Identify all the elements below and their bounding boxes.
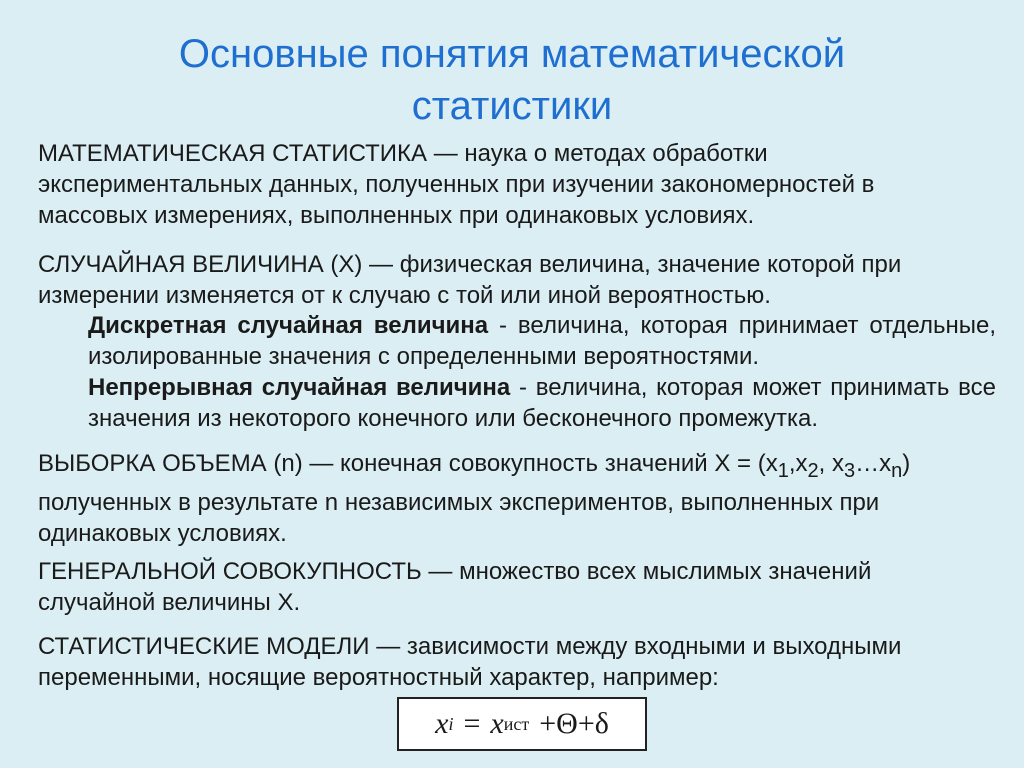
text-line: переменными, носящие вероятностный характер, например:	[38, 664, 719, 691]
formula-rhs-sub: ист	[503, 713, 530, 734]
text-line	[38, 448, 988, 487]
text-line: МАТЕМАТИЧЕСКАЯ СТАТИСТИКА — наука о методах обработки	[38, 140, 768, 167]
sample-part: )	[902, 450, 911, 477]
text-line: СЛУЧАЙНАЯ ВЕЛИЧИНА (Х) — физическая величина, значение которой при	[38, 251, 902, 278]
definition-sample	[38, 448, 988, 549]
text-line: СТАТИСТИЧЕСКИЕ МОДЕЛИ — зависимости между входными и выходными	[38, 633, 902, 660]
formula-equals: =	[463, 707, 481, 740]
definition-general-population	[38, 556, 988, 618]
continuous-description: - величина, которая может принимать все значения из некоторого конечного или бесконечного промежутка.	[88, 374, 996, 432]
text-line: массовых измерениях, выполненных при одинаковых условиях.	[38, 202, 755, 229]
subscript: 3	[843, 459, 856, 482]
text-line: случайной величины Х.	[38, 589, 301, 616]
definition-math-statistics	[38, 138, 988, 231]
title-line-2: статистики	[411, 84, 613, 128]
text-line: измерении изменяется от к случаю с той или иной вероятностью.	[38, 282, 771, 309]
sample-lead: ВЫБОРКА ОБЪЕМА (n) — конечная совокупность значений Х = (х	[38, 450, 778, 477]
formula-lhs-var: x	[435, 707, 449, 740]
text-line: ГЕНЕРАЛЬНОЙ СОВОКУПНОСТЬ — множество всех мыслимых значений	[38, 558, 872, 585]
sample-part: ,х	[788, 450, 808, 477]
formula-delta: δ	[594, 707, 609, 740]
discrete-description: - величина, которая принимает отдельные, изолированные значения с определенными вероятностями.	[88, 312, 997, 370]
formula-lhs-sub: i	[448, 713, 454, 734]
text-line: одинаковых условиях.	[38, 519, 287, 547]
definition-continuous-variable	[88, 372, 996, 434]
term-discrete: Дискретная случайная величина	[88, 312, 489, 339]
formula-plus: +	[577, 707, 595, 740]
text-line: полученных в результате n независимых экспериментов, выполненных при	[38, 488, 880, 516]
definition-random-variable	[38, 249, 988, 311]
term-continuous: Непрерывная случайная величина	[88, 374, 511, 401]
sample-part: , х	[818, 450, 844, 477]
model-formula	[397, 697, 647, 751]
definition-discrete-variable	[88, 310, 996, 372]
definition-statistical-models	[38, 631, 988, 693]
formula-rhs-var: x	[490, 707, 504, 740]
formula-theta: Θ	[556, 707, 578, 740]
text-line: экспериментальных данных, полученных при изучении закономерностей в	[38, 171, 875, 198]
subscript: n	[891, 459, 903, 482]
slide-title	[0, 28, 1024, 132]
subscript: 2	[807, 459, 819, 482]
formula-plus: +	[539, 707, 557, 740]
subscript: 1	[777, 459, 789, 482]
title-line-1: Основные понятия математической	[178, 32, 846, 76]
sample-part: …х	[855, 450, 892, 477]
